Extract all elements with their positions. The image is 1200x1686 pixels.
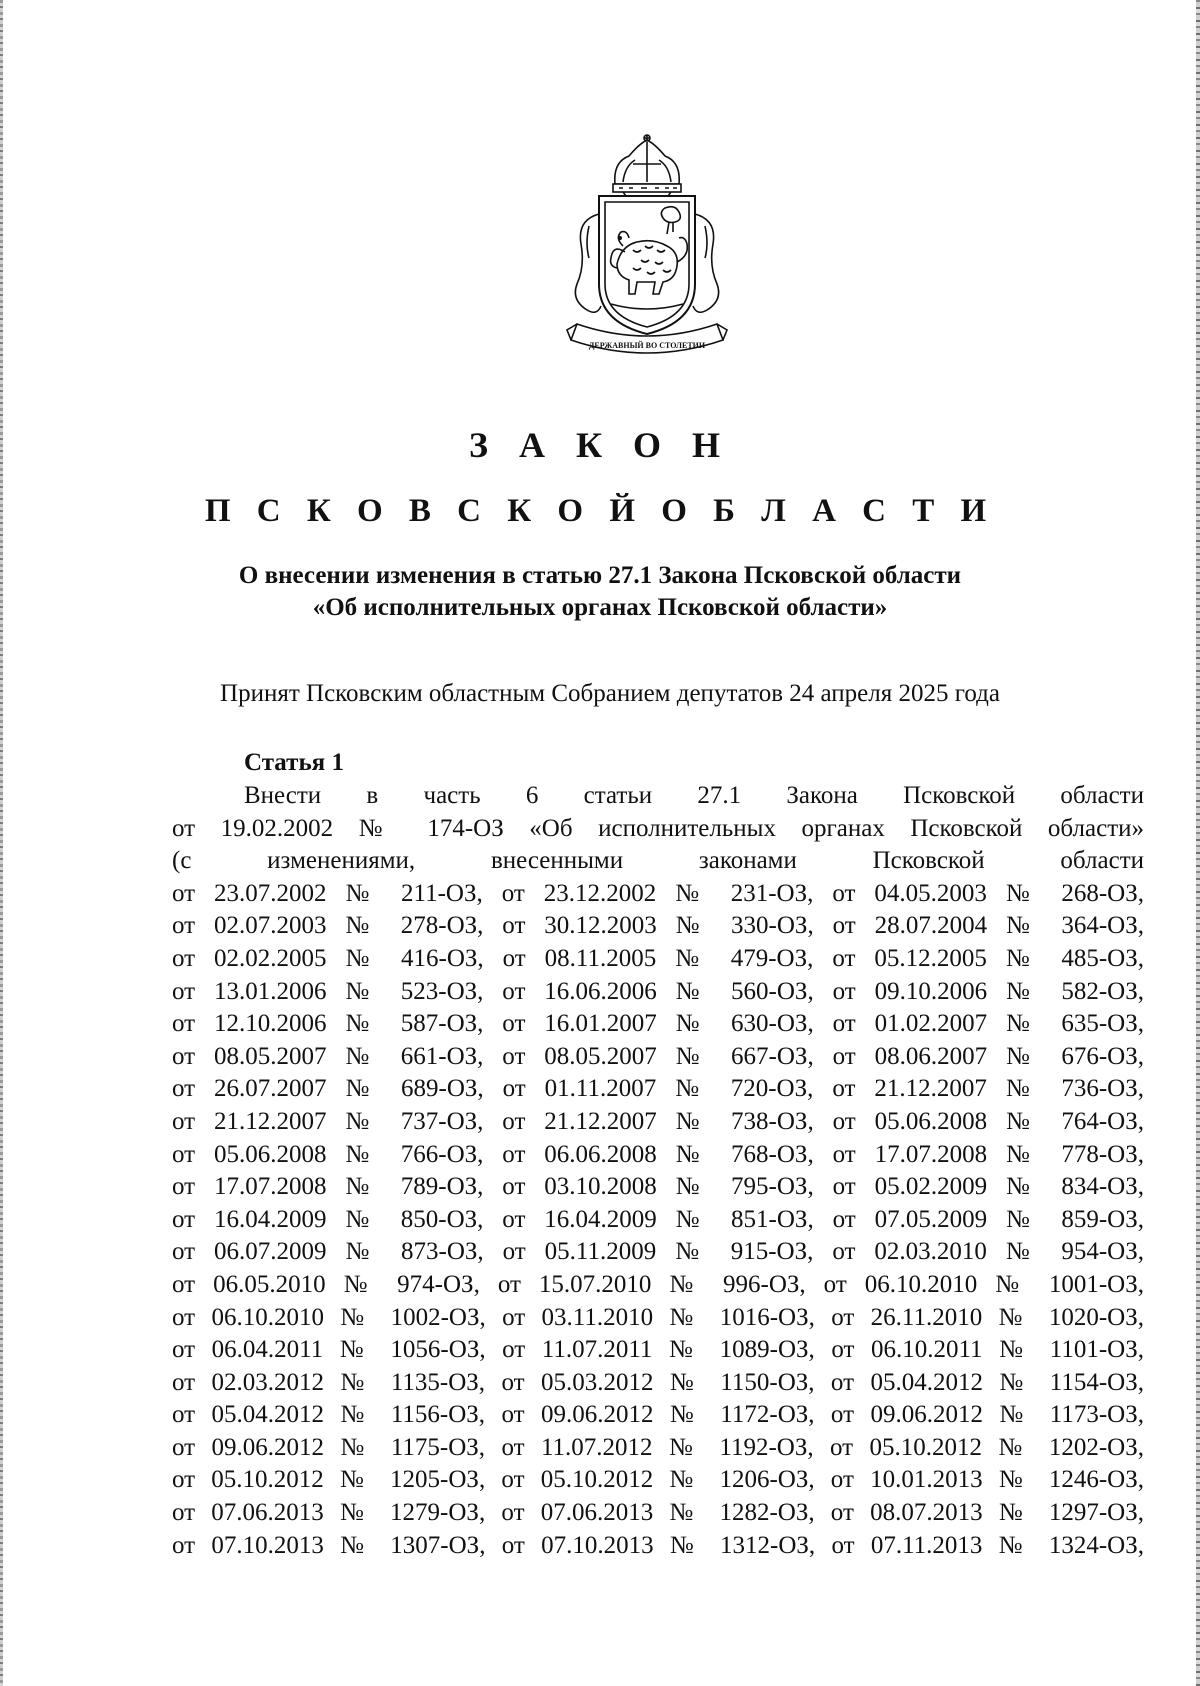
article-body-line: от 05.10.2012 № 1205-ОЗ, от 05.10.2012 № 1206-ОЗ, от 10.01.2013 № 1246-ОЗ,	[172, 1466, 1144, 1494]
article-heading: Статья 1	[244, 749, 344, 776]
article-body-line: от 06.05.2010 № 974-ОЗ, от 15.07.2010 № 996-ОЗ, от 06.10.2010 № 1001-ОЗ,	[172, 1270, 1144, 1298]
adoption-statement: Принят Псковским областным Собранием депутатов 24 апреля 2025 года	[220, 680, 1000, 707]
article-body-line: от 02.03.2012 № 1135-ОЗ, от 05.03.2012 № 1150-ОЗ, от 05.04.2012 № 1154-ОЗ,	[172, 1368, 1144, 1396]
article-body-line: от 08.05.2007 № 661-ОЗ, от 08.05.2007 № 667-ОЗ, от 08.06.2007 № 676-ОЗ,	[172, 1042, 1144, 1070]
article-body-line: (с изменениями, внесенными законами Псковской области	[172, 847, 1144, 875]
document-title: З А К О Н	[468, 425, 732, 465]
article-body-line: от 23.07.2002 № 211-ОЗ, от 23.12.2002 № 231-ОЗ, от 04.05.2003 № 268-ОЗ,	[172, 879, 1144, 907]
article-body-line: от 05.04.2012 № 1156-ОЗ, от 09.06.2012 № 1172-ОЗ, от 09.06.2012 № 1173-ОЗ,	[172, 1401, 1144, 1429]
article-body	[172, 780, 1144, 1562]
article-body-line: от 16.04.2009 № 850-ОЗ, от 16.04.2009 № 851-ОЗ, от 07.05.2009 № 859-ОЗ,	[172, 1205, 1144, 1233]
document-region: П С К О В С К О Й О Б Л А С Т И	[204, 493, 996, 529]
article-body-line: от 09.06.2012 № 1175-ОЗ, от 11.07.2012 № 1192-ОЗ, от 05.10.2012 № 1202-ОЗ,	[172, 1433, 1144, 1461]
article-body-line: Внести в часть 6 статьи 27.1 Закона Псковской области	[244, 782, 1144, 809]
article-body-line: от 02.02.2005 № 416-ОЗ, от 08.11.2005 № 479-ОЗ, от 05.12.2005 № 485-ОЗ,	[172, 944, 1144, 972]
article-body-line: от 06.04.2011 № 1056-ОЗ, от 11.07.2011 № 1089-ОЗ, от 06.10.2011 № 1101-ОЗ,	[172, 1336, 1144, 1364]
article-body-line: от 07.06.2013 № 1279-ОЗ, от 07.06.2013 № 1282-ОЗ, от 08.07.2013 № 1297-ОЗ,	[172, 1499, 1144, 1527]
svg-text:ДЕРЖАВНЫЙ ВО СТОЛЕТИИ: ДЕРЖАВНЫЙ ВО СТОЛЕТИИ	[588, 341, 706, 350]
article-body-line: от 06.07.2009 № 873-ОЗ, от 05.11.2009 № 915-ОЗ, от 02.03.2010 № 954-ОЗ,	[172, 1238, 1144, 1266]
article-body-line: от 02.07.2003 № 278-ОЗ, от 30.12.2003 № 330-ОЗ, от 28.07.2004 № 364-ОЗ,	[172, 912, 1144, 940]
scan-edge-right	[1196, 0, 1200, 1686]
law-subject-line-2: «Об исполнительных органах Псковской области»	[312, 594, 888, 621]
law-subject-line-1: О внесении изменения в статью 27.1 Закона Псковской области	[238, 562, 962, 589]
article-body-line: от 12.10.2006 № 587-ОЗ, от 16.01.2007 № 630-ОЗ, от 01.02.2007 № 635-ОЗ,	[172, 1010, 1144, 1038]
article-body-line: от 05.06.2008 № 766-ОЗ, от 06.06.2008 № 768-ОЗ, от 17.07.2008 № 778-ОЗ,	[172, 1140, 1144, 1168]
article-body-line: от 17.07.2008 № 789-ОЗ, от 03.10.2008 № 795-ОЗ, от 05.02.2009 № 834-ОЗ,	[172, 1173, 1144, 1201]
article-body-line: от 19.02.2002 № 174-ОЗ «Об исполнительных органах Псковской области»	[172, 814, 1144, 842]
article-body-line: от 21.12.2007 № 737-ОЗ, от 21.12.2007 № 738-ОЗ, от 05.06.2008 № 764-ОЗ,	[172, 1107, 1144, 1135]
article-body-line: от 13.01.2006 № 523-ОЗ, от 16.06.2006 № 560-ОЗ, от 09.10.2006 № 582-ОЗ,	[172, 977, 1144, 1005]
coat-of-arms-emblem	[563, 134, 731, 364]
article-body-line: от 07.10.2013 № 1307-ОЗ, от 07.10.2013 № 1312-ОЗ, от 07.11.2013 № 1324-ОЗ,	[172, 1531, 1144, 1559]
article-body-line: от 06.10.2010 № 1002-ОЗ, от 03.11.2010 № 1016-ОЗ, от 26.11.2010 № 1020-ОЗ,	[172, 1303, 1144, 1331]
scan-edge-left	[0, 0, 3, 1686]
article-body-line: от 26.07.2007 № 689-ОЗ, от 01.11.2007 № 720-ОЗ, от 21.12.2007 № 736-ОЗ,	[172, 1075, 1144, 1103]
